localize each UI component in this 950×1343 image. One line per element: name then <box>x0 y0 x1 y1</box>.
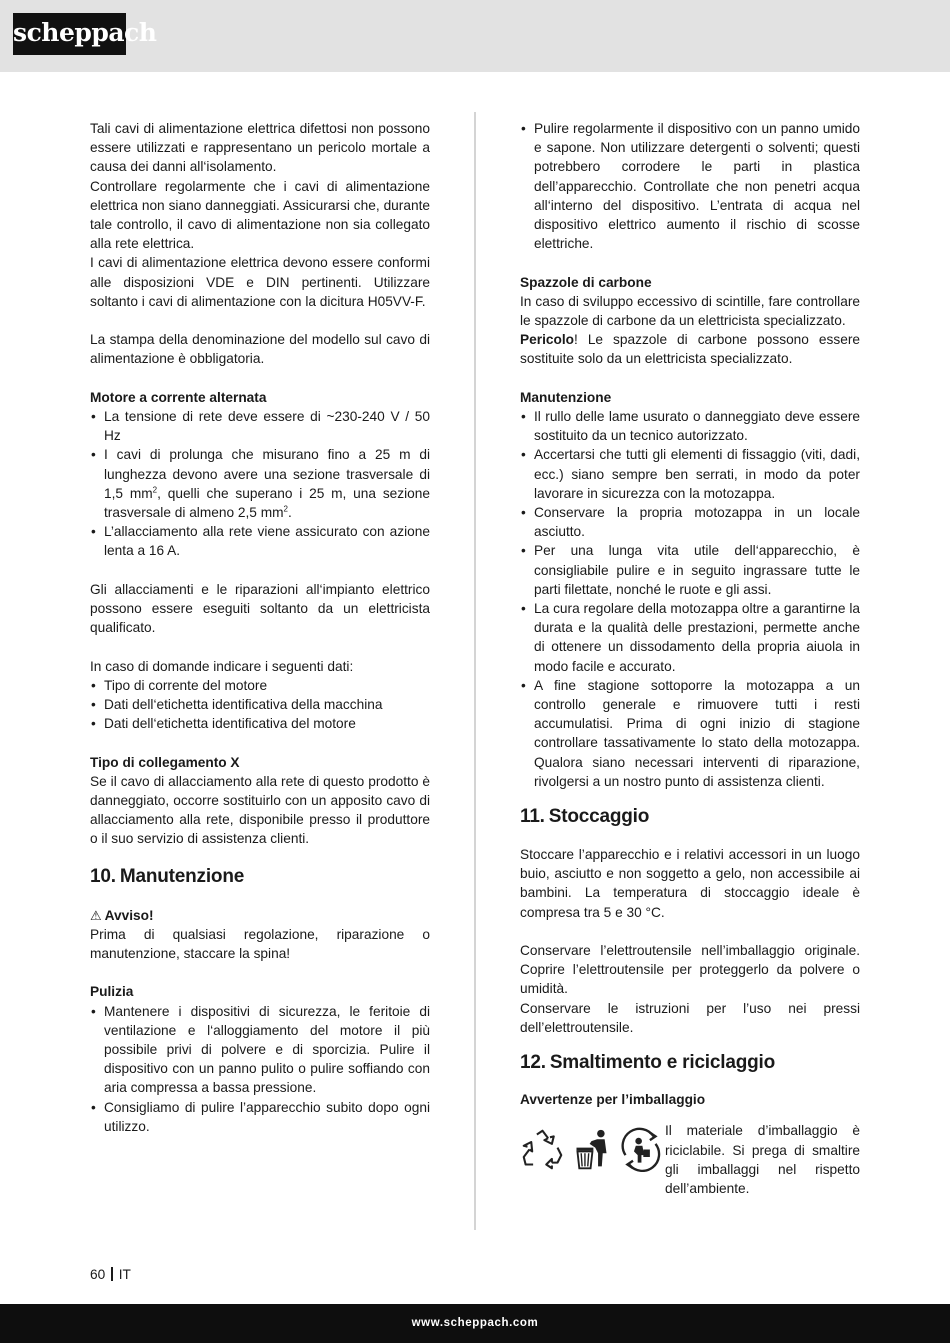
paragraph-danger: Pericolo! Le spazzole di carbone possono essere sostituite solo da un elettricista specializzato. <box>520 332 860 367</box>
list-item: • Dati dell‘etichetta identificativa della macchina <box>90 695 430 714</box>
disposal-icons <box>520 1127 665 1172</box>
cleaning-list-continued <box>520 119 860 253</box>
section-heading-maintenance: 10. Manutenzione <box>90 865 245 887</box>
list-item: • Il rullo delle lame usurato o danneggiato deve essere sostituito da un tecnico autorizzato. <box>520 407 860 445</box>
cleaning-list <box>90 1002 430 1136</box>
paragraph-electrician: Gli allacciamenti e le riparazioni all‘impianto elettrico possono essere eseguiti soltanto da un elettricista qualificato. <box>90 581 430 636</box>
trash-bin-icon <box>569 1127 614 1172</box>
packaging-text: Il materiale d’imballaggio è riciclabile. Si prega di smaltire gli imballaggi nel rispetto dell’ambiente. <box>665 1123 860 1196</box>
list-item: • Mantenere i dispositivi di sicurezza, le feritoie di ventilazione e l‘alloggiamento del motore il più possibile privi di polvere e di sporcizia. Pulire il dispositivo con un panno pulito o pulire soffiando con aria compressa a bassa pressione. <box>90 1002 430 1098</box>
list-item: • Per una lunga vita utile dell‘apparecchio, è consigliabile pulire e in seguito ingrassare tutte le parti filettate, nonché le ruote e gli assi. <box>520 541 860 599</box>
section-heading-storage: 11. Stoccaggio <box>520 806 650 828</box>
paragraph-storage: Stoccare l’apparecchio e i relativi accessori in un luogo buio, asciutto e non soggetto a gelo, non accessibile ai bambini. La temperatura di stoccaggio ideale è compresa tra 5 e 30 °C. <box>520 847 860 920</box>
list-item: • La tensione di rete deve essere di ~230-240 V / 50 Hz <box>90 407 430 445</box>
right-column <box>520 119 860 1198</box>
left-column <box>90 119 430 1136</box>
heading-packaging: Avvertenze per l’imballaggio <box>520 1092 706 1108</box>
paragraph-cable-check: Controllare regolarmente che i cavi di alimentazione elettrica non siano danneggiati. Assicurarsi che, durante tale controllo, il cavo di alimentazione non sia collegato alla rete elettrica. <box>90 178 430 252</box>
page-footer <box>0 1304 950 1343</box>
website-link[interactable]: www.scheppach.com <box>411 1317 539 1329</box>
heading-connection-type: Tipo di collegamento X <box>90 754 240 770</box>
list-item: • Accertarsi che tutti gli elementi di fissaggio (viti, dadi, ecc.) siano sempre ben serrati, in modo da poter lavorare in sicurezza con la motozappa. <box>520 445 860 503</box>
list-item: • La cura regolare della motozappa oltre a garantirne la durata e la qualità delle prestazioni, permette anche di ottenere un dissodamento della propria aiuola in modo facile e accurato. <box>520 599 860 676</box>
recycle-icon <box>520 1127 565 1172</box>
paragraph-model-print: La stampa della denominazione del modello sul cavo di alimentazione è obbligatoria. <box>90 332 430 367</box>
paragraph-instructions: Conservare le istruzioni per l’uso nei pressi dell’elettroutensile. <box>520 1000 860 1035</box>
list-item: • Conservare la propria motozappa in un locale asciutto. <box>520 503 860 541</box>
list-item: • Pulire regolarmente il dispositivo con un panno umido e sapone. Non utilizzare detergenti o solventi; questi potrebbero corrodere le parti in plastica dell’apparecchio. Controllate che non penetri acqua all‘interno del dispositivo. L’entrata di acqua nel dispositivo elettrico aumento il rischio di scosse elettriche. <box>520 119 860 253</box>
list-item: • Consigliamo di pulire l’apparecchio subito dopo ogni utilizzo. <box>90 1098 430 1136</box>
ac-motor-list <box>90 407 430 561</box>
page-header <box>0 0 950 72</box>
heading-maintenance: Manutenzione <box>520 389 612 405</box>
warning-heading: ⚠ Avviso! <box>90 907 154 923</box>
paragraph-cable-replace: Se il cavo di allacciamento alla rete di questo prodotto è danneggiato, occorre sostituirlo con un apposito cavo di allacciamento alla rete, disponibile presso il produttore o il suo servizio di assistenza clienti. <box>90 773 430 847</box>
heading-carbon-brushes: Spazzole di carbone <box>520 274 652 290</box>
list-item: • Dati dell‘etichetta identificativa del motore <box>90 714 430 733</box>
section-heading-disposal: 12. Smaltimento e riciclaggio <box>520 1052 775 1074</box>
maintenance-list <box>520 407 860 791</box>
warning-icon: ⚠ <box>90 907 102 923</box>
paragraph-data-request: In caso di domande indicare i seguenti dati: <box>90 658 354 674</box>
paragraph-cable-defect: Tali cavi di alimentazione elettrica difettosi non possono essere utilizzati e rappresentano un pericolo mortale a causa dei danni all‘isolamento. <box>90 121 430 175</box>
column-divider <box>474 112 476 1230</box>
list-item: • Tipo di corrente del motore <box>90 676 430 695</box>
paragraph-cable-norms: I cavi di alimentazione elettrica devono essere conformi alle disposizioni VDE e DIN pertinenti. Utilizzare soltanto i cavi di alimentazione con la dicitura H05VV-F. <box>90 255 430 309</box>
list-item: • A fine stagione sottoporre la motozappa a un controllo generale e rimuovere tutti i resti accumulatisi. Prima di ogni inizio di stagione controllare tassativamente lo stato della motozappa. Qualora siano necessari interventi di riparazione, rivolgersi a un nostro punto di assistenza clienti. <box>520 676 860 791</box>
packaging-notice <box>520 1121 860 1198</box>
heading-ac-motor: Motore a corrente alternata <box>90 389 267 405</box>
data-list <box>90 676 430 734</box>
page-number: 60 IT <box>90 1267 131 1282</box>
page-separator <box>111 1267 113 1281</box>
list-item: • I cavi di prolunga che misurano fino a 25 m di lunghezza devono avere una sezione trasversale di 1,5 $mm^2$, quelli che superano i 25 m, una sezione trasversale di almeno 2,5 $mm^2$. <box>90 445 430 522</box>
recycling-person-icon <box>618 1127 663 1172</box>
brand-logo: scheppach <box>13 13 126 55</box>
list-item: • L’allacciamento alla rete viene assicurato con azione lenta a 16 A. <box>90 522 430 560</box>
heading-cleaning: Pulizia <box>90 984 134 1000</box>
warning-text: Prima di qualsiasi regolazione, riparazione o manutenzione, staccare la spina! <box>90 926 430 962</box>
paragraph-carbon-brushes: In caso di sviluppo eccessivo di scintille, fare controllare le spazzole di carbone da un elettricista specializzato. <box>520 293 860 329</box>
paragraph-packaging-original: Conservare l’elettroutensile nell’imballaggio originale. Coprire l’elettroutensile per proteggerlo da polvere o umidità. <box>520 943 860 997</box>
